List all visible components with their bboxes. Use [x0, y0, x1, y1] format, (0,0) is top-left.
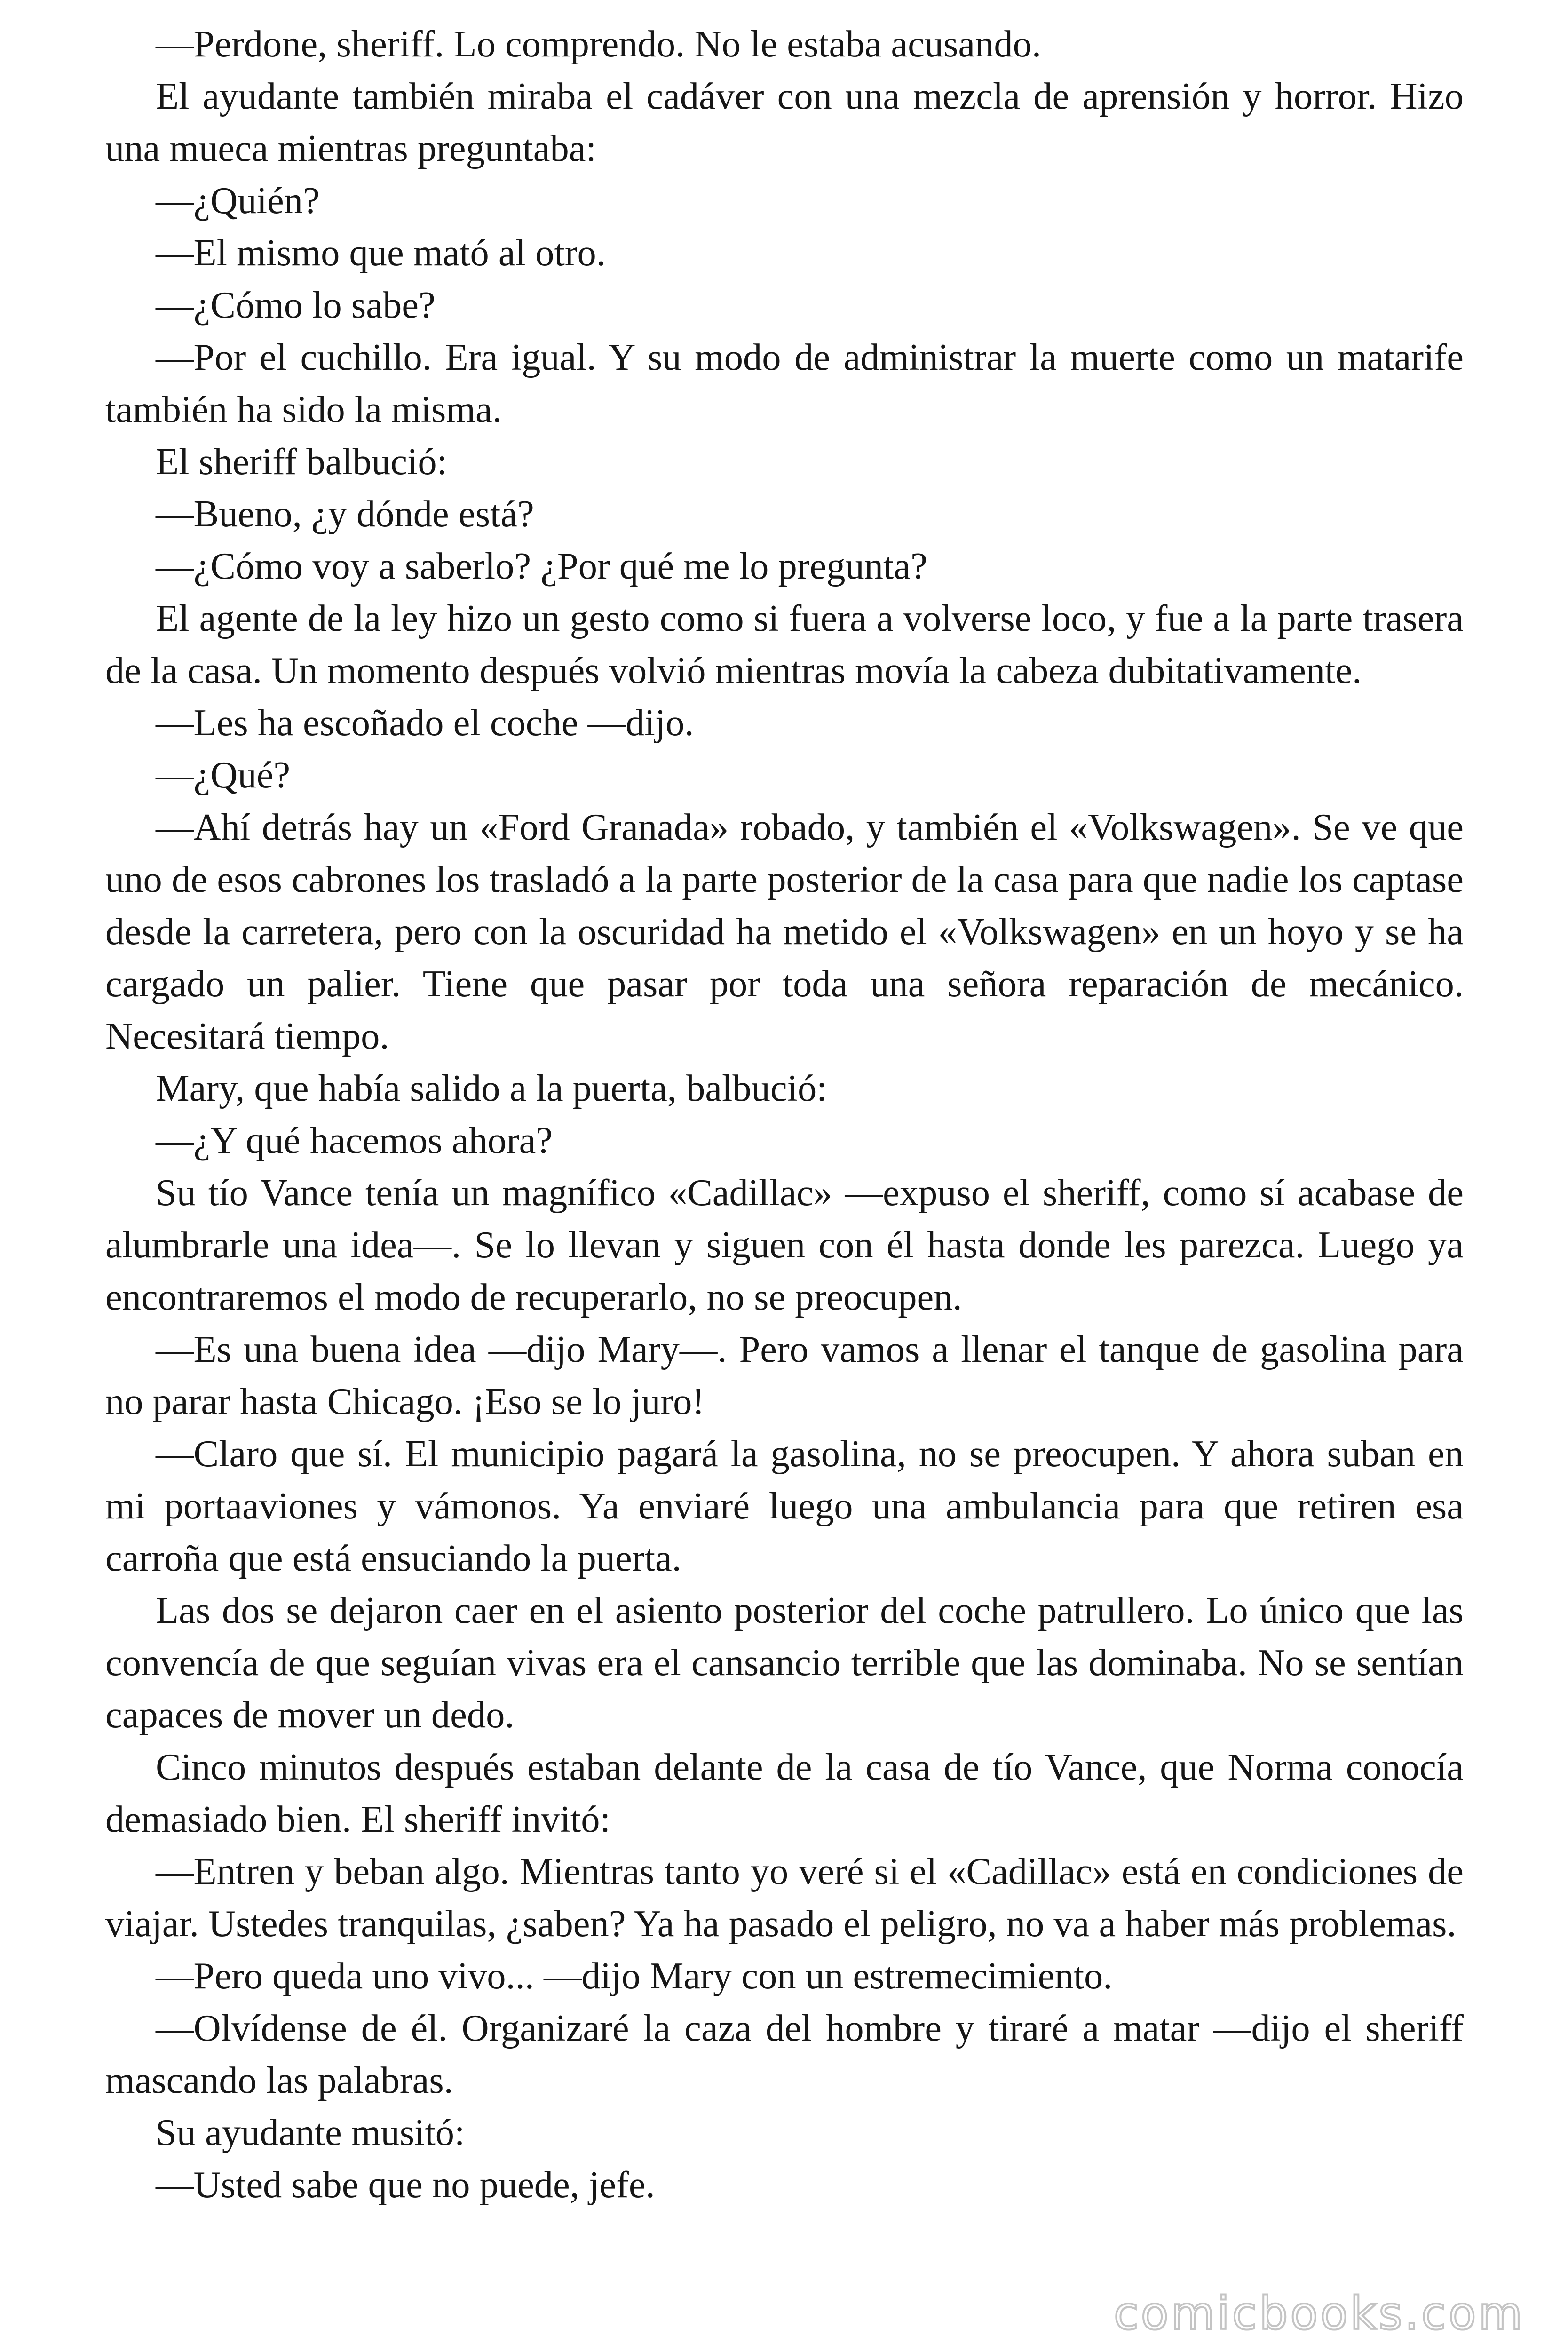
paragraph: —¿Quién?	[156, 180, 320, 222]
paragraph: —Bueno, ¿y dónde está?	[156, 493, 534, 535]
paragraph: —Ahí detrás hay un «Ford Granada» robado, y también el «Volkswagen». Se ve que uno de esos cabrones los trasladó a la parte posterior de la casa para que nadie los captase desde la carretera, pero con la oscuridad ha metido el «Volkswagen» en un hoyo y se ha cargado un palier. Tiene que pasar por toda una señora reparación de mecánico. Necesitará tiempo.	[105, 806, 1464, 1057]
paragraph: —¿Cómo voy a saberlo? ¿Por qué me lo pregunta?	[156, 545, 927, 587]
paragraph: —Claro que sí. El municipio pagará la gasolina, no se preocupen. Y ahora suban en mi portaaviones y vámonos. Ya enviaré luego una ambulancia para que retiren esa carroña que está ensuciando la puerta.	[105, 1433, 1464, 1579]
paragraph: El ayudante también miraba el cadáver con una mezcla de aprensión y horror. Hizo una mueca mientras preguntaba:	[105, 75, 1464, 169]
paragraph: —El mismo que mató al otro.	[156, 232, 606, 274]
paragraph: Su tío Vance tenía un magnífico «Cadillac» —expuso el sheriff, como sí acabase de alumbrarle una idea—. Se lo llevan y siguen con él hasta donde les parezca. Luego ya encontraremos el modo de recuperarlo, no se preocupen.	[105, 1172, 1464, 1318]
paragraph: —Pero queda uno vivo... —dijo Mary con un estremecimiento.	[156, 1955, 1113, 1997]
watermark-text: comicbooks.com	[1113, 2287, 1525, 2340]
paragraph: Su ayudante musitó:	[156, 2112, 465, 2153]
paragraph: —Olvídense de él. Organizaré la caza del hombre y tiraré a matar —dijo el sheriff mascando las palabras.	[105, 2007, 1464, 2101]
paragraph: —¿Qué?	[156, 754, 291, 796]
paragraph: —Entren y beban algo. Mientras tanto yo veré si el «Cadillac» está en condiciones de viajar. Ustedes tranquilas, ¿saben? Ya ha pasado el peligro, no va a haber más problemas.	[105, 1851, 1464, 1945]
paragraph: —Les ha escoñado el coche —dijo.	[156, 702, 694, 744]
paragraph: —¿Cómo lo sabe?	[156, 284, 436, 326]
page-text	[105, 18, 1464, 2211]
paragraph: Mary, que había salido a la puerta, balbució:	[156, 1067, 827, 1109]
paragraph: El agente de la ley hizo un gesto como si fuera a volverse loco, y fue a la parte trasera de la casa. Un momento después volvió mientras movía la cabeza dubitativamente.	[105, 597, 1464, 691]
paragraph: —Es una buena idea —dijo Mary—. Pero vamos a llenar el tanque de gasolina para no parar hasta Chicago. ¡Eso se lo juro!	[105, 1328, 1464, 1422]
paragraph: —Perdone, sheriff. Lo comprendo. No le estaba acusando.	[156, 23, 1041, 65]
paragraph: Cinco minutos después estaban delante de la casa de tío Vance, que Norma conocía demasiado bien. El sheriff invitó:	[105, 1746, 1464, 1840]
paragraph: Las dos se dejaron caer en el asiento posterior del coche patrullero. Lo único que las convencía de que seguían vivas era el cansancio terrible que las dominaba. No se sentían capaces de mover un dedo.	[105, 1589, 1464, 1736]
paragraph: —¿Y qué hacemos ahora?	[156, 1120, 553, 1161]
paragraph: —Usted sabe que no puede, jefe.	[156, 2164, 655, 2206]
paragraph: —Por el cuchillo. Era igual. Y su modo de administrar la muerte como un matarife también ha sido la misma.	[105, 336, 1464, 430]
paragraph: El sheriff balbució:	[156, 441, 447, 483]
